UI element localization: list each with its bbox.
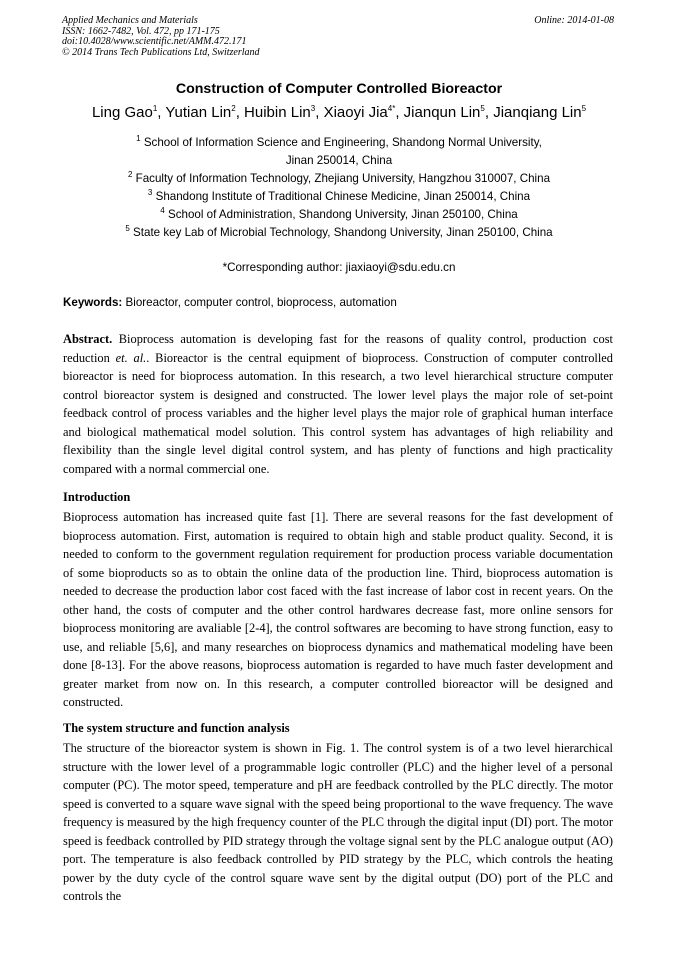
affiliation-4: [0, 208, 678, 221]
affiliation-2-sup: 2: [127, 170, 133, 180]
author-name: Huibin Lin: [244, 104, 311, 121]
paper-title: Construction of Computer Controlled Bioreactor: [175, 81, 503, 97]
author-affiliation-mark: 4*: [387, 104, 396, 113]
affiliation-5-sup: 5: [125, 224, 130, 234]
journal-header: [62, 16, 618, 58]
affiliation-1-line1: School of Information Science and Engineering, Shandong Normal University,: [143, 136, 542, 149]
author-affiliation-mark: 1: [152, 104, 158, 113]
abstract-label: Abstract.: [63, 332, 113, 346]
journal-copyright: © 2014 Trans Tech Publications Ltd, Switzerland: [62, 46, 260, 58]
author-separator: ,: [157, 104, 166, 121]
abstract-etal: et. al.: [115, 350, 147, 365]
journal-name: Applied Mechanics and Materials: [62, 15, 198, 26]
keywords-text: Bioreactor, computer control, bioprocess, automation: [125, 296, 397, 309]
abstract: [63, 330, 613, 478]
author-name: Jianqun Lin: [403, 104, 481, 121]
keywords-label: Keywords:: [63, 296, 123, 309]
introduction-text: Bioprocess automation has increased quite fast [1]. There are several reasons for the fast development of bioprocess automation. First, automation is required to obtain high and stable product quality. Second, it is needed to conform to the government regulation requirement for production process variable documentation of some bioproducts so as to obtain the online data of the production line. Third, bioprocess automation is needed to decrease the production labor cost faced with the fast increase of labor cost in recent years. On the other hand, the costs of computer and the other control hardwares decrease fast, more online sensors for bioprocess monitoring are avaliable [2-4], the control softwares are becoming to have strong function, easy to use, and reliable [5,6], and many researches on bioprocess dynamics and mathematical modeling have been done [8-13]. For the above reasons, bioprocess automation is regarded to have much faster development and greater market from now on. In this research, a computer controlled bioreactor will be designed and constructed.: [63, 510, 613, 709]
affiliation-4-text: School of Administration, Shandong University, Jinan 250100, China: [167, 208, 518, 221]
author-affiliation-mark: 5: [480, 104, 485, 113]
corresponding-author: *Corresponding author: jiaxiaoyi@sdu.edu.cn: [222, 261, 456, 274]
abstract-text-2: . Bioreactor is the central equipment of bioprocess. Construction of computer controlled bioreactor is need for bioprocess automation. In this research, a two level hierarchical structure computer control bioreactor system is designed and constructed. The lower level plays the major role of set-point feedback control of process variables and the higher level plays the major role of graphical human interface and biological mathematical model solution. This control system has advantages of high reliability and flexibility than the single level digital control system, and has plenty of functions and high practicality compared with a normal commercial one.: [63, 350, 613, 476]
keywords: [63, 296, 623, 309]
affiliation-2: [0, 172, 678, 185]
affiliation-3: [0, 190, 678, 203]
journal-doi: doi:10.4028/www.scientific.net/AMM.472.171: [62, 36, 247, 48]
online-date: Online: 2014-01-08: [534, 15, 614, 26]
author-separator: ,: [484, 104, 494, 121]
introduction-heading: Introduction: [63, 490, 131, 504]
author-separator: ,: [315, 104, 324, 121]
abstract-text-1: Bioprocess automation is developing fast for the reasons of quality control, production cost reduction: [63, 332, 613, 365]
author-name: Xiaoyi Jia: [323, 104, 388, 121]
author-separator: ,: [235, 104, 245, 121]
affiliation-3-text: Shandong Institute of Traditional Chinese Medicine, Jinan 250014, China: [155, 190, 531, 203]
author-name: Yutian Lin: [165, 104, 232, 121]
author-affiliation-mark: 5: [581, 104, 587, 113]
author-affiliation-mark: 3: [310, 104, 316, 113]
author-name: Jianqiang Lin: [493, 104, 582, 121]
affiliation-5: [0, 226, 678, 239]
journal-issn: ISSN: 1662-7482, Vol. 472, pp 171-175: [62, 25, 220, 37]
affiliation-1: [0, 136, 678, 149]
affiliation-5-text: State key Lab of Microbial Technology, Shandong University, Jinan 250100, China: [133, 226, 553, 239]
author-separator: ,: [395, 104, 404, 121]
structure-text: The structure of the bioreactor system is shown in Fig. 1. The control system is of a two level hierarchical structure with the lower level of a programmable logic controller (PLC) and the higher level of a personal computer (PC). The motor speed, temperature and pH are feedback controlled by the PLC directly. The motor speed is converted to a square wave signal with the speed being proportional to the wave frequency. The wave frequency is measured by the high frequency counter of the PLC through the digital input (DI) port. The motor speed is feedback controlled by PID strategy through the voltage signal sent by the PLC analogue output (AO) port. The temperature is also feedback controlled by PID strategy by the PLC, which controls the heating power by the duty cycle of the control square wave sent by the digital output (DO) port of the PLC and controls the: [63, 741, 613, 903]
affiliation-3-sup: 3: [147, 188, 153, 198]
author-name: Ling Gao: [91, 104, 153, 121]
affiliation-1-sup: 1: [136, 134, 141, 144]
affiliation-4-sup: 4: [160, 206, 165, 216]
author-affiliation-mark: 2: [231, 104, 236, 113]
affiliation-1-line2: Jinan 250014, China: [285, 154, 393, 167]
author-list: [0, 104, 678, 121]
affiliation-2-text: Faculty of Information Technology, Zhejiang University, Hangzhou 310007, China: [135, 172, 551, 185]
structure-heading: The system structure and function analysis: [63, 721, 290, 735]
